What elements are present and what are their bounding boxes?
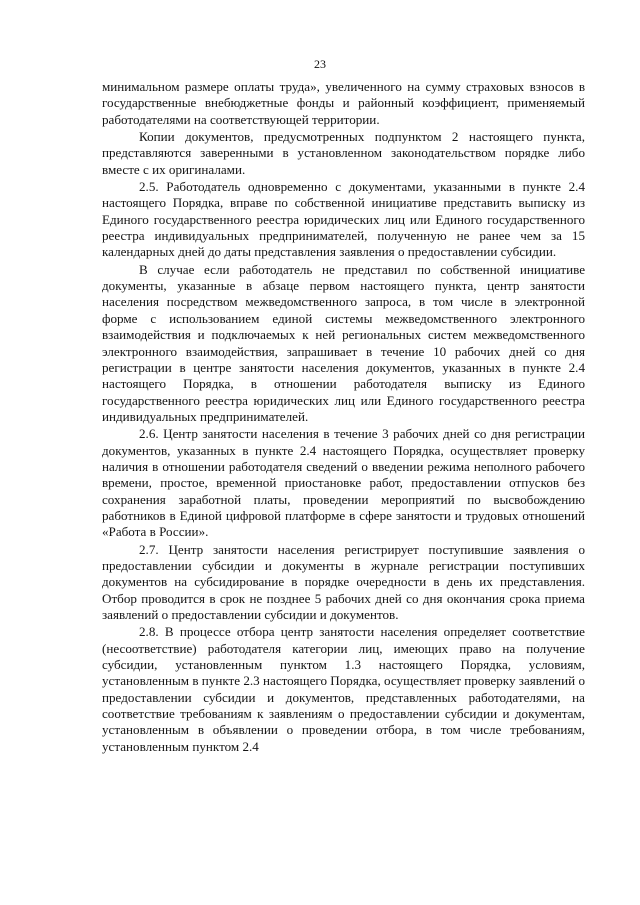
paragraph-2-5: 2.5. Работодатель одновременно с документами, указанными в пункте 2.4 настоящего Порядка, вправе по собственной инициативе представить выписку из Единого государственного реестра юридических лиц или Единого государственного реестра индивидуальных предпринимателей, полученную не ранее чем за 15 календарных дней до даты представления заявления о предоставлении субсидии.: [102, 179, 585, 260]
paragraph-copies: Копии документов, предусмотренных подпунктом 2 настоящего пункта, представляются заверенными в установленном законодательством порядке либо вместе с их оригиналами.: [102, 129, 585, 177]
paragraph-2-6: 2.6. Центр занятости населения в течение 3 рабочих дней со дня регистрации документов, указанных в пункте 2.4 настоящего Порядка, осуществляет проверку наличия в отношении работодателя сведений о введении режима неполного рабочего времени, простое, временной приостановке работ, предоставлении отпусков без сохранения заработной платы, проведении мероприятий по высвобождению работников в Единой цифровой платформе в сфере занятости и трудовых отношений «Работа в России».: [102, 426, 585, 540]
paragraph-2-8: 2.8. В процессе отбора центр занятости населения определяет соответствие (несоответствие) работодателя категории лиц, имеющих право на получение субсидии, установленным пунктом 1.3 настоящего Порядка, условиям, установленным в пункте 2.3 настоящего Порядка, осуществляет проверку заявлений о предоставлении субсидии и документов, представленных работодателями, на соответствие требованиям к заявлениям о предоставлении субсидии и документам, установленным в объявлении о проведении отбора, в том числе требованиям, установленным пунктом 2.4: [102, 624, 585, 754]
page-number: 23: [314, 57, 326, 71]
document-body: [102, 79, 585, 756]
paragraph-2-7: 2.7. Центр занятости населения регистрирует поступившие заявления о предоставлении субсидии и документы в журнале регистрации поступивших документов на субсидирование в порядке очередности в день их представления. Отбор проводится в срок не позднее 5 рабочих дней со дня окончания срока приема заявлений о предоставлении субсидии и документов.: [102, 541, 585, 622]
paragraph-continuation: минимальном размере оплаты труда», увеличенного на сумму страховых взносов в государственные внебюджетные фонды и районный коэффициент, применяемый работодателями на соответствующей территории.: [102, 79, 585, 127]
paragraph-2-5-interagency-request: В случае если работодатель не представил по собственной инициативе документы, указанные в абзаце первом настоящего пункта, центр занятости населения посредством межведомственного запроса, в том числе в электронной форме с использованием единой системы межведомственного электронного взаимодействия и подключаемых к ней региональных систем межведомственного электронного взаимодействия, запрашивает в течение 10 рабочих дней со дня регистрации в центре занятости населения документов, указанных в пункте 2.4 настоящего Порядка, в отношении работодателя выписку из Единого государственного реестра юридических лиц или Единого государственного реестра индивидуальных предпринимателей.: [102, 261, 585, 424]
